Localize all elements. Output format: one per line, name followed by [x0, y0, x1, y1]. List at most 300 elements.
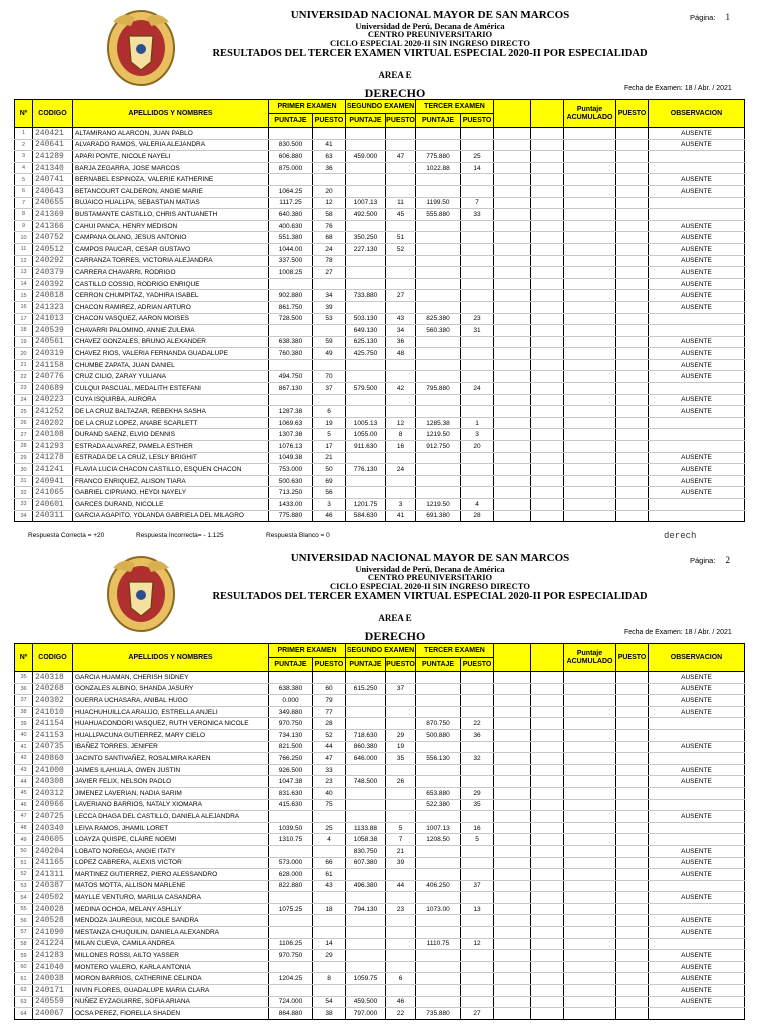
observation: [649, 787, 745, 799]
student-code: 241224: [33, 938, 73, 950]
final-rank: [616, 151, 649, 163]
student-code: 240028: [33, 903, 73, 915]
row-number: 23: [15, 383, 33, 395]
score-exam-2: [346, 139, 386, 151]
score-exam-2: [346, 475, 386, 487]
empty-cell: [531, 764, 564, 776]
final-rank: [616, 278, 649, 290]
rank-exam-1: [313, 394, 346, 406]
score-exam-1: 875.000: [269, 162, 313, 174]
row-number: 11: [15, 243, 33, 255]
cumulative-score: [564, 162, 616, 174]
table-row: [15, 325, 745, 337]
score-exam-1: [269, 174, 313, 186]
score-exam-1: 1008.25: [269, 267, 313, 279]
empty-cell: [531, 776, 564, 788]
observation: AUSENTE: [649, 927, 745, 939]
score-exam-1: 766.250: [269, 753, 313, 765]
rank-exam-2: 35: [386, 753, 416, 765]
col-puntaje-2: PUNTAJE: [346, 114, 386, 128]
table-row: [15, 290, 745, 302]
observation: AUSENTE: [649, 243, 745, 255]
rank-exam-3: [461, 185, 494, 197]
observation: [649, 753, 745, 765]
row-number: 46: [15, 799, 33, 811]
row-number: 62: [15, 985, 33, 997]
student-name: DE LA CRUZ LOPEZ, ANABE SCARLETT: [73, 417, 269, 429]
score-exam-2: [346, 220, 386, 232]
empty-cell: [494, 927, 531, 939]
cumulative-score: [564, 441, 616, 453]
student-name: FLAVIA LUCIA CHACON CASTILLO, ESQUEN CHACON: [73, 464, 269, 476]
score-exam-3: [416, 371, 461, 383]
student-name: MEDINA OCHOA, MELANY ASHLLY: [73, 903, 269, 915]
table-row: [15, 996, 745, 1008]
rank-exam-1: 44: [313, 741, 346, 753]
score-exam-1: 573.000: [269, 857, 313, 869]
student-name: JAVIER FELIX, NELSON PAOLO: [73, 776, 269, 788]
row-number: 42: [15, 753, 33, 765]
rank-exam-1: 58: [313, 209, 346, 221]
rank-exam-3: 12: [461, 938, 494, 950]
student-code: 240421: [33, 128, 73, 140]
score-exam-1: [269, 961, 313, 973]
empty-cell: [494, 787, 531, 799]
rank-exam-1: [313, 961, 346, 973]
final-rank: [616, 209, 649, 221]
empty-cell: [494, 174, 531, 186]
rank-exam-3: [461, 487, 494, 499]
row-number: 58: [15, 938, 33, 950]
student-code: 240725: [33, 811, 73, 823]
table-row: [15, 718, 745, 730]
rank-exam-1: 23: [313, 776, 346, 788]
empty-cell: [494, 499, 531, 511]
score-exam-1: 867.130: [269, 383, 313, 395]
rank-exam-2: 48: [386, 348, 416, 360]
rank-exam-1: 75: [313, 799, 346, 811]
empty-cell: [494, 429, 531, 441]
observation: AUSENTE: [649, 706, 745, 718]
row-number: 48: [15, 822, 33, 834]
cumulative-score: [564, 718, 616, 730]
rank-exam-2: 37: [386, 683, 416, 695]
empty-cell: [494, 162, 531, 174]
row-number: 60: [15, 961, 33, 973]
cumulative-score: [564, 845, 616, 857]
score-exam-1: 1049.38: [269, 452, 313, 464]
empty-cell: [494, 209, 531, 221]
cumulative-score: [564, 938, 616, 950]
score-exam-2: [346, 950, 386, 962]
rank-exam-2: 26: [386, 776, 416, 788]
score-exam-3: 735.880: [416, 1008, 461, 1020]
col-puesto-1: PUESTO: [313, 658, 346, 672]
rank-exam-1: 41: [313, 139, 346, 151]
final-rank: [616, 359, 649, 371]
row-number: 37: [15, 695, 33, 707]
score-exam-3: [416, 706, 461, 718]
rank-exam-2: [386, 961, 416, 973]
rank-exam-3: [461, 255, 494, 267]
rank-exam-2: 21: [386, 845, 416, 857]
score-exam-3: 825.380: [416, 313, 461, 325]
student-name: BARJA ZEGARRA, JOSE MARCOS: [73, 162, 269, 174]
rank-exam-3: 29: [461, 787, 494, 799]
row-number: 44: [15, 776, 33, 788]
observation: AUSENTE: [649, 985, 745, 997]
col-no: Nº: [15, 644, 33, 672]
student-code: 241165: [33, 857, 73, 869]
rank-exam-3: [461, 475, 494, 487]
rank-exam-2: [386, 185, 416, 197]
student-code: 240067: [33, 1008, 73, 1020]
student-code: 241090: [33, 927, 73, 939]
final-rank: [616, 857, 649, 869]
row-number: 32: [15, 487, 33, 499]
rank-exam-2: [386, 359, 416, 371]
table-row: [15, 961, 745, 973]
score-exam-1: 337.500: [269, 255, 313, 267]
score-exam-2: 1058.38: [346, 834, 386, 846]
empty-cell: [531, 348, 564, 360]
empty-cell: [531, 880, 564, 892]
student-code: 241010: [33, 706, 73, 718]
score-exam-2: [346, 718, 386, 730]
rank-exam-1: 56: [313, 487, 346, 499]
empty-cell: [531, 464, 564, 476]
empty-cell: [531, 243, 564, 255]
rank-exam-1: [313, 845, 346, 857]
score-exam-2: [346, 394, 386, 406]
empty-cell: [531, 950, 564, 962]
cumulative-score: [564, 151, 616, 163]
score-exam-1: 349.880: [269, 706, 313, 718]
student-name: DURAND SAENZ, ELVIO DENNIS: [73, 429, 269, 441]
empty-cell: [494, 383, 531, 395]
rank-exam-3: 23: [461, 313, 494, 325]
cumulative-score: [564, 787, 616, 799]
rank-exam-3: [461, 336, 494, 348]
row-number: 6: [15, 185, 33, 197]
score-exam-1: 830.500: [269, 139, 313, 151]
empty-cell: [531, 510, 564, 522]
row-number: 19: [15, 336, 33, 348]
student-name: CULQUI PASCUAL, MEDALITH ESTEFANI: [73, 383, 269, 395]
empty-cell: [531, 985, 564, 997]
rank-exam-3: 20: [461, 441, 494, 453]
score-exam-2: 615.250: [346, 683, 386, 695]
cumulative-score: [564, 729, 616, 741]
final-rank: [616, 903, 649, 915]
table-row: [15, 359, 745, 371]
footer-blank: Respuesta Blanco = 0: [266, 532, 330, 539]
score-exam-2: 911.630: [346, 441, 386, 453]
rank-exam-1: 77: [313, 706, 346, 718]
rank-exam-1: 21: [313, 452, 346, 464]
rank-exam-1: 61: [313, 869, 346, 881]
score-exam-3: [416, 950, 461, 962]
empty-cell: [531, 197, 564, 209]
empty-cell: [494, 811, 531, 823]
score-exam-3: [416, 811, 461, 823]
observation: [649, 822, 745, 834]
score-exam-3: [416, 232, 461, 244]
score-exam-2: [346, 371, 386, 383]
empty-cell: [531, 487, 564, 499]
final-rank: [616, 429, 649, 441]
score-exam-3: 1285.38: [416, 417, 461, 429]
cumulative-score: [564, 996, 616, 1008]
row-number: 61: [15, 973, 33, 985]
student-name: ALTAMIRANO ALARCON, JUAN PABLO: [73, 128, 269, 140]
empty-cell: [531, 927, 564, 939]
empty-cell: [531, 185, 564, 197]
student-name: CUYA ISQUIRBA, AURORA: [73, 394, 269, 406]
final-rank: [616, 243, 649, 255]
rank-exam-3: 36: [461, 729, 494, 741]
table-row: [15, 267, 745, 279]
empty-cell: [494, 741, 531, 753]
empty-cell: [494, 371, 531, 383]
rank-exam-2: 22: [386, 1008, 416, 1020]
observation: AUSENTE: [649, 950, 745, 962]
empty-cell: [531, 996, 564, 1008]
score-exam-1: 753.000: [269, 464, 313, 476]
row-number: 28: [15, 441, 33, 453]
score-exam-1: 724.000: [269, 996, 313, 1008]
empty-cell: [494, 845, 531, 857]
results-page-2: [0, 545, 768, 1024]
rank-exam-1: [313, 892, 346, 904]
rank-exam-2: [386, 255, 416, 267]
table-row: [15, 139, 745, 151]
observation: [649, 938, 745, 950]
rank-exam-2: [386, 452, 416, 464]
empty-cell: [494, 718, 531, 730]
score-exam-3: 556.130: [416, 753, 461, 765]
table-row: [15, 452, 745, 464]
student-code: 240308: [33, 776, 73, 788]
table-row: [15, 834, 745, 846]
rank-exam-2: 16: [386, 441, 416, 453]
table-row: [15, 151, 745, 163]
table-row: [15, 811, 745, 823]
rank-exam-2: [386, 706, 416, 718]
table-row: [15, 753, 745, 765]
score-exam-3: [416, 695, 461, 707]
cumulative-score: [564, 197, 616, 209]
empty-cell: [494, 487, 531, 499]
row-number: 64: [15, 1008, 33, 1020]
score-exam-1: 970.750: [269, 950, 313, 962]
final-rank: [616, 475, 649, 487]
rank-exam-2: [386, 128, 416, 140]
rank-exam-3: [461, 950, 494, 962]
final-rank: [616, 162, 649, 174]
student-code: 241289: [33, 151, 73, 163]
student-code: 240559: [33, 996, 73, 1008]
table-row: [15, 950, 745, 962]
score-exam-3: 1199.50: [416, 197, 461, 209]
empty-cell: [494, 475, 531, 487]
cumulative-score: [564, 869, 616, 881]
final-rank: [616, 441, 649, 453]
table-row: [15, 394, 745, 406]
rank-exam-1: 78: [313, 255, 346, 267]
final-rank: [616, 371, 649, 383]
final-rank: [616, 996, 649, 1008]
rank-exam-2: 43: [386, 313, 416, 325]
student-name: MENDOZA JAUREGUI, NICOLE SANDRA: [73, 915, 269, 927]
observation: AUSENTE: [649, 174, 745, 186]
row-number: 20: [15, 348, 33, 360]
score-exam-2: [346, 764, 386, 776]
cycle-name: CICLO ESPECIAL 2020-II SIN INGRESO DIRECTO: [330, 38, 530, 49]
empty-cell: [494, 464, 531, 476]
observation: AUSENTE: [649, 452, 745, 464]
observation: AUSENTE: [649, 336, 745, 348]
table-row: [15, 822, 745, 834]
final-rank: [616, 834, 649, 846]
rank-exam-1: 47: [313, 753, 346, 765]
score-exam-1: [269, 985, 313, 997]
score-exam-1: 926.500: [269, 764, 313, 776]
student-code: 241293: [33, 441, 73, 453]
final-rank: [616, 406, 649, 418]
row-number: 51: [15, 857, 33, 869]
score-exam-1: 1307.38: [269, 429, 313, 441]
score-exam-2: [346, 267, 386, 279]
cumulative-score: [564, 764, 616, 776]
score-exam-1: 400.630: [269, 220, 313, 232]
observation: AUSENTE: [649, 776, 745, 788]
student-name: JACINTO SANTIVAÑEZ, ROSALMIRA KAREN: [73, 753, 269, 765]
rank-exam-2: [386, 869, 416, 881]
student-code: 240735: [33, 741, 73, 753]
row-number: 31: [15, 475, 33, 487]
student-code: 240643: [33, 185, 73, 197]
rank-exam-2: [386, 139, 416, 151]
col-acumulado: Puntaje ACUMULADO: [564, 100, 616, 128]
cumulative-score: [564, 695, 616, 707]
rank-exam-1: 14: [313, 938, 346, 950]
student-code: 240108: [33, 429, 73, 441]
student-code: 241154: [33, 718, 73, 730]
empty-cell: [531, 394, 564, 406]
row-number: 4: [15, 162, 33, 174]
rank-exam-2: [386, 487, 416, 499]
student-code: 240741: [33, 174, 73, 186]
empty-cell: [494, 1008, 531, 1020]
score-exam-1: 734.130: [269, 729, 313, 741]
cumulative-score: [564, 741, 616, 753]
row-number: 25: [15, 406, 33, 418]
center-name: CENTRO PREUNIVERSITARIO: [367, 572, 493, 583]
student-code: 240655: [33, 197, 73, 209]
score-exam-2: 776.130: [346, 464, 386, 476]
student-name: LOPEZ CABRERA, ALEXIS VICTOR: [73, 857, 269, 869]
score-exam-2: [346, 255, 386, 267]
student-name: MAYLLE VENTURO, MARILIA CASANDRA: [73, 892, 269, 904]
student-code: 240268: [33, 683, 73, 695]
empty-cell: [531, 729, 564, 741]
student-name: CHAVARRI PALOMINO, ANNIE ZULEMA: [73, 325, 269, 337]
rank-exam-3: 5: [461, 834, 494, 846]
score-exam-3: [416, 255, 461, 267]
score-exam-1: 1047.38: [269, 776, 313, 788]
score-exam-3: 653.880: [416, 787, 461, 799]
score-exam-3: [416, 869, 461, 881]
score-exam-1: 1310.75: [269, 834, 313, 846]
rank-exam-1: 76: [313, 220, 346, 232]
observation: [649, 729, 745, 741]
rank-exam-3: [461, 845, 494, 857]
row-number: 16: [15, 301, 33, 313]
table-row: [15, 915, 745, 927]
cumulative-score: [564, 464, 616, 476]
rank-exam-3: [461, 857, 494, 869]
exam-date: Fecha de Examen: 18 / Abr. / 2021: [624, 85, 732, 92]
score-exam-1: 775.880: [269, 510, 313, 522]
score-exam-1: 728.500: [269, 313, 313, 325]
observation: AUSENTE: [649, 996, 745, 1008]
observation: [649, 151, 745, 163]
observation: [649, 162, 745, 174]
score-exam-2: [346, 301, 386, 313]
empty-cell: [531, 371, 564, 383]
cumulative-score: [564, 799, 616, 811]
student-code: 241241: [33, 464, 73, 476]
score-exam-1: [269, 672, 313, 684]
final-rank: [616, 255, 649, 267]
table-row: [15, 417, 745, 429]
rank-exam-3: [461, 973, 494, 985]
rank-exam-2: 27: [386, 290, 416, 302]
empty-cell: [531, 869, 564, 881]
final-rank: [616, 510, 649, 522]
rank-exam-1: 46: [313, 510, 346, 522]
row-number: 63: [15, 996, 33, 1008]
rank-exam-2: 23: [386, 903, 416, 915]
empty-cell: [531, 834, 564, 846]
row-number: 38: [15, 706, 33, 718]
cumulative-score: [564, 915, 616, 927]
row-number: 7: [15, 197, 33, 209]
student-name: GABRIEL CIPRIANO, HEYDI NAYELY: [73, 487, 269, 499]
empty-cell: [494, 220, 531, 232]
rank-exam-3: [461, 232, 494, 244]
final-rank: [616, 753, 649, 765]
empty-cell: [494, 452, 531, 464]
score-exam-2: [346, 278, 386, 290]
student-name: CHUMBE ZAPATA, JUAN DANIEL: [73, 359, 269, 371]
rank-exam-1: 4: [313, 834, 346, 846]
observation: AUSENTE: [649, 857, 745, 869]
observation: AUSENTE: [649, 683, 745, 695]
student-code: 241000: [33, 764, 73, 776]
row-number: 21: [15, 359, 33, 371]
score-exam-1: 713.250: [269, 487, 313, 499]
rank-exam-1: 18: [313, 903, 346, 915]
score-exam-2: 625.130: [346, 336, 386, 348]
table-row: [15, 499, 745, 511]
score-exam-1: 1204.25: [269, 973, 313, 985]
row-number: 9: [15, 220, 33, 232]
col-puesto-final: PUESTO: [616, 100, 649, 128]
cumulative-score: [564, 452, 616, 464]
empty-cell: [531, 383, 564, 395]
